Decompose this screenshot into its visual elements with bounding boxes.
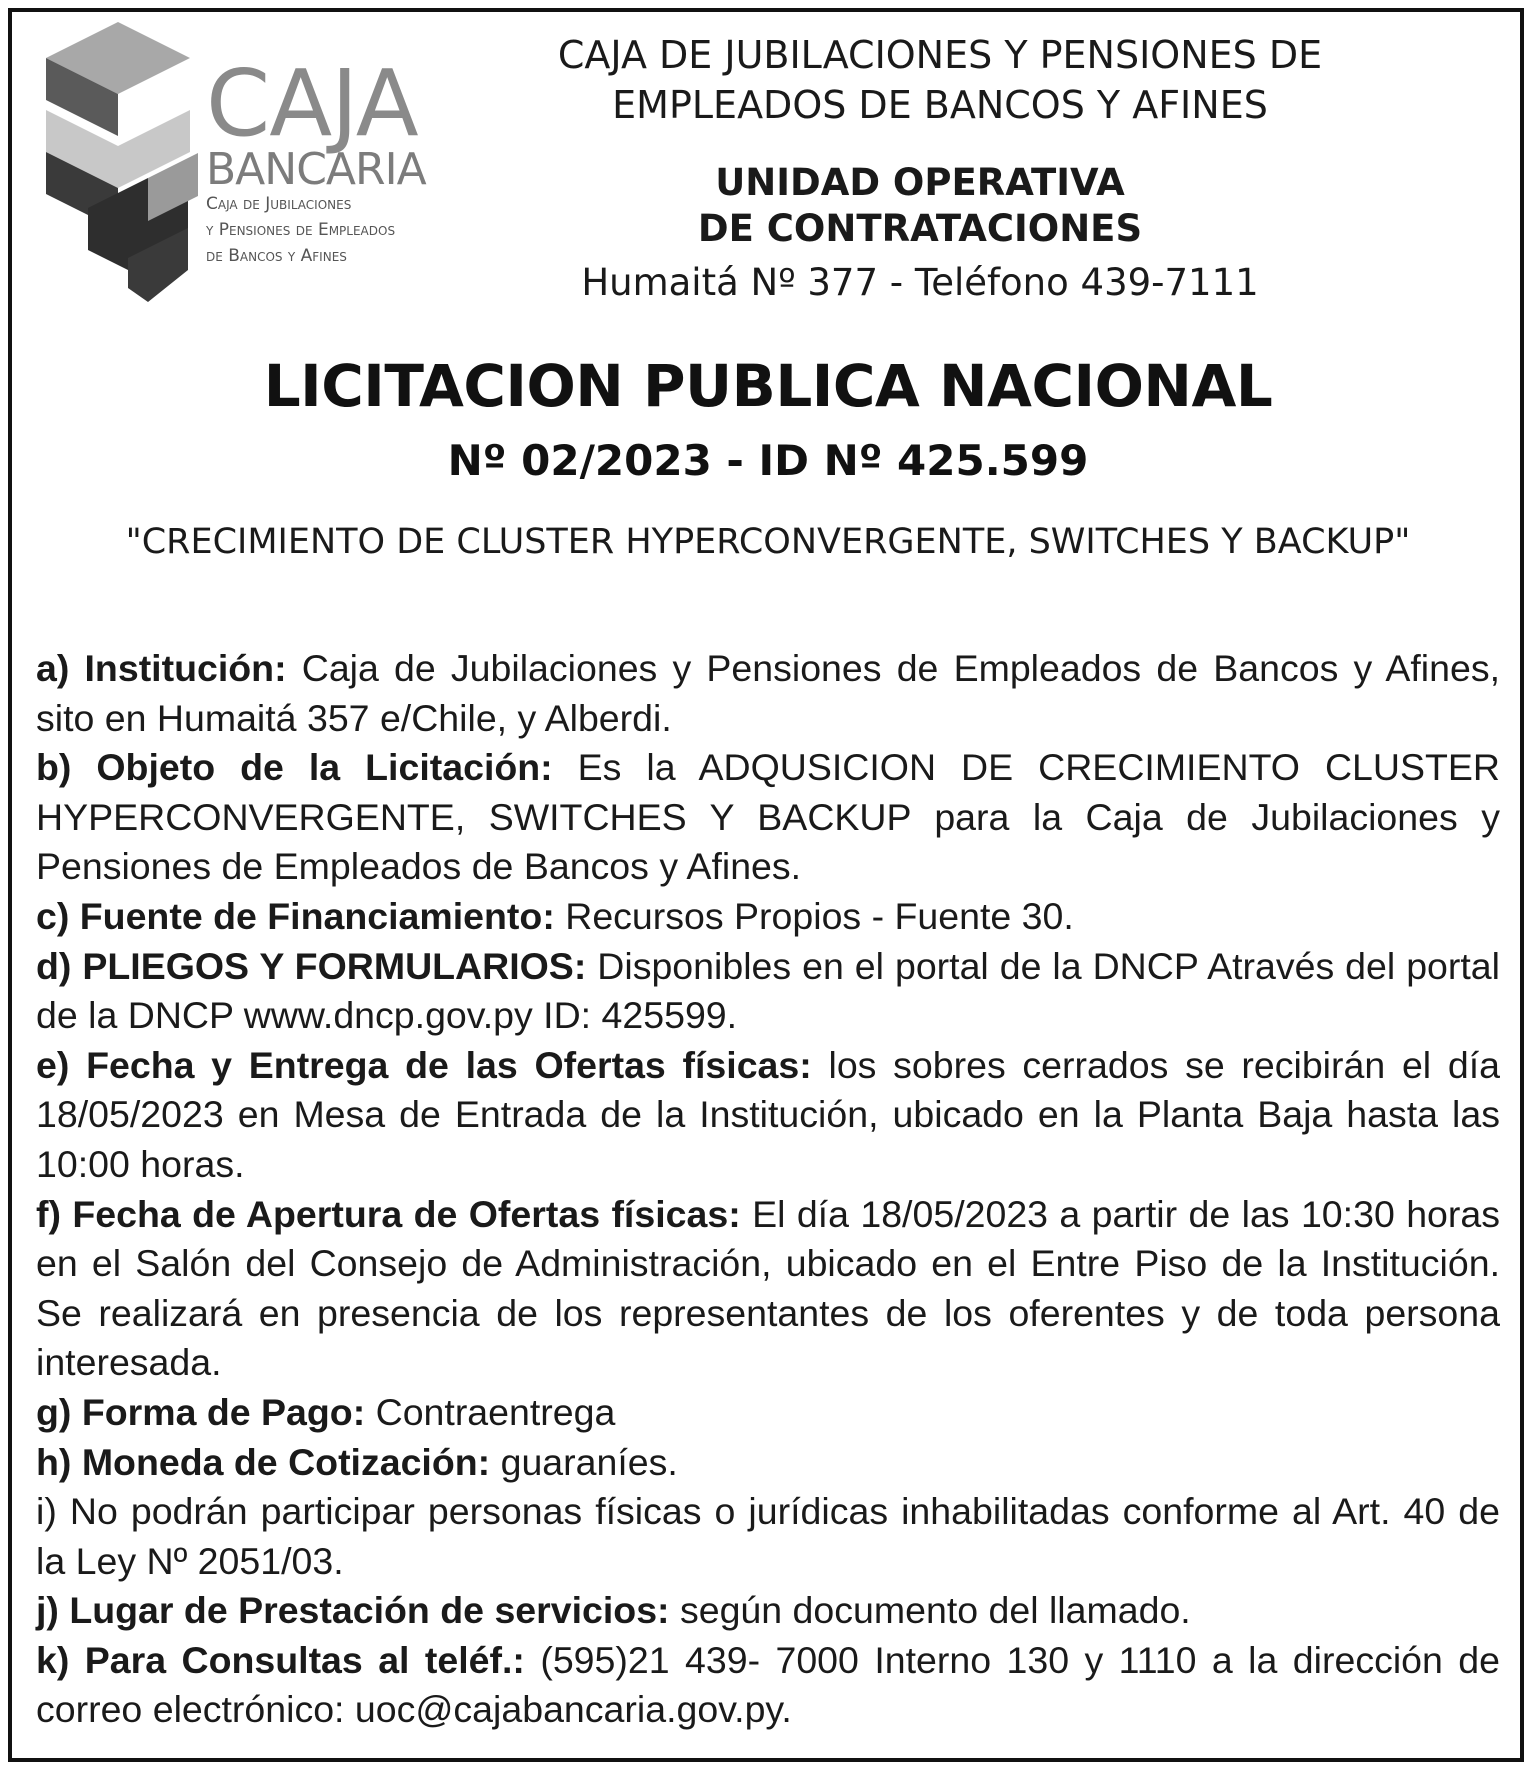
item-e [36, 1041, 1500, 1190]
item-h-text: guaraníes. [490, 1440, 678, 1483]
item-a [36, 644, 1500, 743]
logo-tagline-2: y Pensiones de Empleados [206, 220, 396, 240]
item-j-text: según documento del llamado. [669, 1589, 1191, 1632]
institution-line-2: EMPLEADOS DE BANCOS Y AFINES [612, 83, 1268, 127]
item-i [36, 1487, 1500, 1586]
item-b-label: b) Objeto de la Licitación: [36, 746, 553, 789]
item-a-label: a) Institución: [36, 647, 287, 689]
logo-caja-text: CAJA [206, 50, 418, 157]
item-f-label: f) Fecha de Apertura de Ofertas físicas: [36, 1192, 741, 1235]
item-k-label: k) Para Consultas al teléf.: [36, 1638, 525, 1681]
tender-number: Nº 02/2023 - ID Nº 425.599 [447, 436, 1089, 485]
item-g [36, 1388, 1500, 1438]
item-f-text: El día 18/05/2023 a partir de las 10:30 horas en el Salón del Consejo de Administración, ubicado en el Entre Piso de la Institución. Se realizará en presencia de los representantes de los oferentes y de toda persona interesada. [36, 1192, 1500, 1384]
item-d [36, 942, 1500, 1041]
item-k [36, 1636, 1500, 1735]
item-g-text: Contraentrega [365, 1390, 616, 1433]
item-j [36, 1586, 1500, 1636]
item-b [36, 743, 1500, 892]
item-f [36, 1190, 1500, 1388]
notice-title: LICITACION PUBLICA NACIONAL [263, 352, 1273, 420]
institution-name [430, 30, 1450, 130]
item-h [36, 1438, 1500, 1488]
item-c-text: Recursos Propios - Fuente 30. [554, 894, 1074, 937]
caja-bancaria-logo [38, 18, 468, 318]
unit-name [520, 160, 1320, 252]
tender-subject: "CRECIMIENTO DE CLUSTER HYPERCONVERGENTE, SWITCHES Y BACKUP" [125, 522, 1411, 562]
item-d-label: d) PLIEGOS Y FORMULARIOS: [36, 944, 587, 987]
logo-tagline-3: de Bancos y Afines [206, 246, 347, 266]
item-i-text: i) No podrán participar personas físicas o jurídicas inhabilitadas conforme al Art. 40 de la Ley Nº 2051/03. [36, 1490, 1500, 1582]
unit-line-1: UNIDAD OPERATIVA [715, 161, 1125, 204]
institution-line-1: CAJA DE JUBILACIONES Y PENSIONES DE [557, 33, 1323, 77]
item-a-text: Caja de Jubilaciones y Pensiones de Empleados de Bancos y Afines, sito en Humaitá 357 e/Chile, y Alberdi. [36, 647, 1500, 739]
item-e-label: e) Fecha y Entrega de las Ofertas físicas: [36, 1043, 812, 1086]
logo-tagline-1: Caja de Jubilaciones [206, 194, 352, 214]
unit-line-2: DE CONTRATACIONES [697, 207, 1143, 250]
item-g-label: g) Forma de Pago: [36, 1390, 366, 1433]
item-b-text: Es la ADQUSICION DE CRECIMIENTO CLUSTER HYPERCONVERGENTE, SWITCHES Y BACKUP para la Caja de Jubilaciones y Pensiones de Empleados de Bancos y Afines. [36, 746, 1500, 888]
item-j-label: j) Lugar de Prestación de servicios: [36, 1589, 670, 1632]
address-phone: Humaitá Nº 377 - Teléfono 439-7111 [581, 261, 1259, 304]
item-k-text: (595)21 439- 7000 Interno 130 y 1110 a la dirección de correo electrónico: uoc@cajabancaria.gov.py. [36, 1638, 1500, 1731]
notice-body [36, 644, 1500, 1735]
item-d-text: Disponibles en el portal de la DNCP Através del portal de la DNCP www.dncp.gov.py ID: 425599. [36, 944, 1500, 1037]
item-c-label: c) Fuente de Financiamiento: [36, 894, 555, 937]
logo-bancaria-text: BANCARIA [206, 144, 426, 195]
item-c [36, 892, 1500, 942]
item-e-text: los sobres cerrados se recibirán el día 18/05/2023 en Mesa de Entrada de la Institución, ubicado en la Planta Baja hasta las 10:00 horas. [36, 1043, 1500, 1185]
item-h-label: h) Moneda de Cotización: [36, 1440, 491, 1483]
